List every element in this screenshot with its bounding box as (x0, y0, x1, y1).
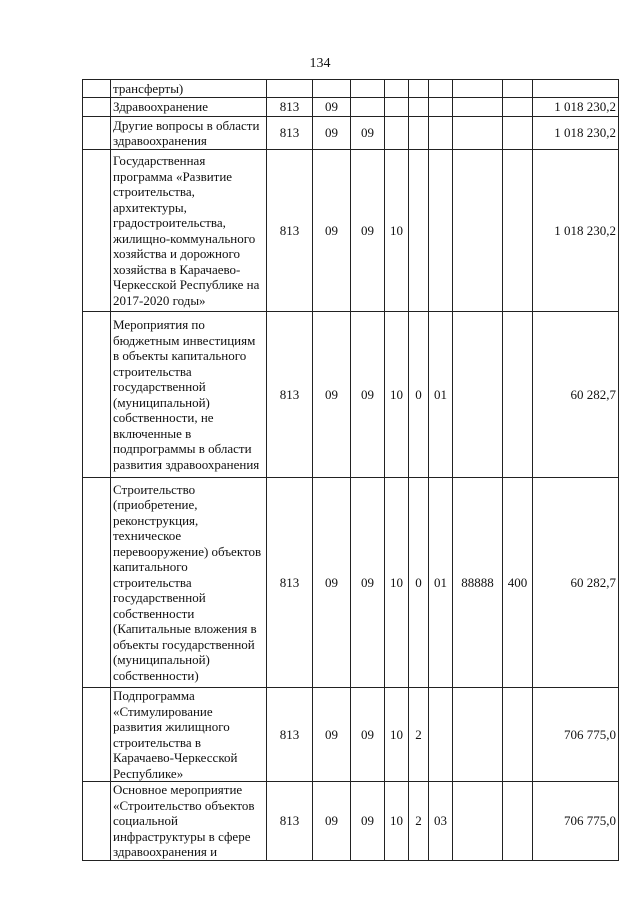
code-subsection: 09 (351, 782, 385, 861)
code-subprogram (409, 150, 429, 312)
item-name: трансферты) (111, 80, 267, 98)
code-subprogram: 2 (409, 782, 429, 861)
code-ministry: 813 (267, 312, 313, 478)
table-row (83, 312, 619, 478)
amount: 706 775,0 (533, 688, 619, 782)
amount: 60 282,7 (533, 478, 619, 688)
code-section: 09 (313, 98, 351, 117)
code-subsection: 09 (351, 312, 385, 478)
code-subsection: 09 (351, 150, 385, 312)
code-direction: 88888 (453, 478, 503, 688)
code-direction (453, 117, 503, 150)
code-expense-type (503, 117, 533, 150)
amount: 1 018 230,2 (533, 150, 619, 312)
code-activity (429, 80, 453, 98)
code-section: 09 (313, 117, 351, 150)
code-direction (453, 688, 503, 782)
code-expense-type (503, 150, 533, 312)
table-row (83, 117, 619, 150)
table-row (83, 150, 619, 312)
row-blank-cell (83, 98, 111, 117)
item-name: Здравоохранение (111, 98, 267, 117)
code-program: 10 (385, 782, 409, 861)
code-expense-type (503, 312, 533, 478)
code-subsection: 09 (351, 688, 385, 782)
code-section: 09 (313, 782, 351, 861)
table-row (83, 688, 619, 782)
item-name: Другие вопросы в области здравоохранения (111, 117, 267, 150)
code-subprogram: 2 (409, 688, 429, 782)
code-program: 10 (385, 478, 409, 688)
row-blank-cell (83, 80, 111, 98)
code-ministry: 813 (267, 98, 313, 117)
code-activity: 01 (429, 478, 453, 688)
table-row (83, 782, 619, 861)
code-activity (429, 98, 453, 117)
code-subprogram: 0 (409, 312, 429, 478)
code-activity (429, 117, 453, 150)
code-direction (453, 312, 503, 478)
code-program (385, 80, 409, 98)
item-name: Мероприятия по бюджетным инвестициям в объекты капитального строительства государственной (муниципальной) собственности, не включенные в подпрограммы в области развития здравоохранения (111, 312, 267, 478)
code-activity (429, 150, 453, 312)
code-subsection: 09 (351, 117, 385, 150)
table-row (83, 80, 619, 98)
code-subprogram (409, 80, 429, 98)
code-ministry (267, 80, 313, 98)
code-expense-type (503, 688, 533, 782)
code-subprogram: 0 (409, 478, 429, 688)
code-subsection (351, 80, 385, 98)
amount (533, 80, 619, 98)
row-blank-cell (83, 150, 111, 312)
item-name: Основное мероприятие «Строительство объектов социальной инфраструктуры в сфере здравоохранения и (111, 782, 267, 861)
code-direction (453, 782, 503, 861)
code-ministry: 813 (267, 688, 313, 782)
code-direction (453, 98, 503, 117)
item-name: Подпрограмма «Стимулирование развития жилищного строительства в Карачаево-Черкесской Республике» (111, 688, 267, 782)
code-expense-type: 400 (503, 478, 533, 688)
amount: 706 775,0 (533, 782, 619, 861)
amount: 60 282,7 (533, 312, 619, 478)
code-section: 09 (313, 150, 351, 312)
code-subprogram (409, 117, 429, 150)
code-ministry: 813 (267, 478, 313, 688)
code-program (385, 98, 409, 117)
page-number: 134 (309, 56, 331, 71)
row-blank-cell (83, 478, 111, 688)
row-blank-cell (83, 312, 111, 478)
code-activity (429, 688, 453, 782)
code-program: 10 (385, 312, 409, 478)
row-blank-cell (83, 117, 111, 150)
item-name: Государственная программа «Развитие строительства, архитектуры, градостроительства, жилищно-коммунального хозяйства и дорожного хозяйства в Карачаево-Черкесской Республике на 2017-2020 годы» (111, 150, 267, 312)
code-program: 10 (385, 688, 409, 782)
code-expense-type (503, 782, 533, 861)
code-subprogram (409, 98, 429, 117)
code-activity: 03 (429, 782, 453, 861)
code-subsection: 09 (351, 478, 385, 688)
table-row (83, 98, 619, 117)
code-activity: 01 (429, 312, 453, 478)
code-expense-type (503, 80, 533, 98)
code-ministry: 813 (267, 150, 313, 312)
table-row (83, 478, 619, 688)
code-section: 09 (313, 312, 351, 478)
amount: 1 018 230,2 (533, 117, 619, 150)
code-subsection (351, 98, 385, 117)
budget-table (82, 79, 619, 861)
code-direction (453, 80, 503, 98)
code-section: 09 (313, 478, 351, 688)
amount: 1 018 230,2 (533, 98, 619, 117)
code-ministry: 813 (267, 782, 313, 861)
code-ministry: 813 (267, 117, 313, 150)
row-blank-cell (83, 688, 111, 782)
code-program (385, 117, 409, 150)
code-expense-type (503, 98, 533, 117)
code-program: 10 (385, 150, 409, 312)
code-section: 09 (313, 688, 351, 782)
code-direction (453, 150, 503, 312)
code-section (313, 80, 351, 98)
item-name: Строительство (приобретение, реконструкция, техническое перевооружение) объектов капитального строительства государственной собственности (Капитальные вложения в объекты государственной (муниципальной) собственности) (111, 478, 267, 688)
row-blank-cell (83, 782, 111, 861)
